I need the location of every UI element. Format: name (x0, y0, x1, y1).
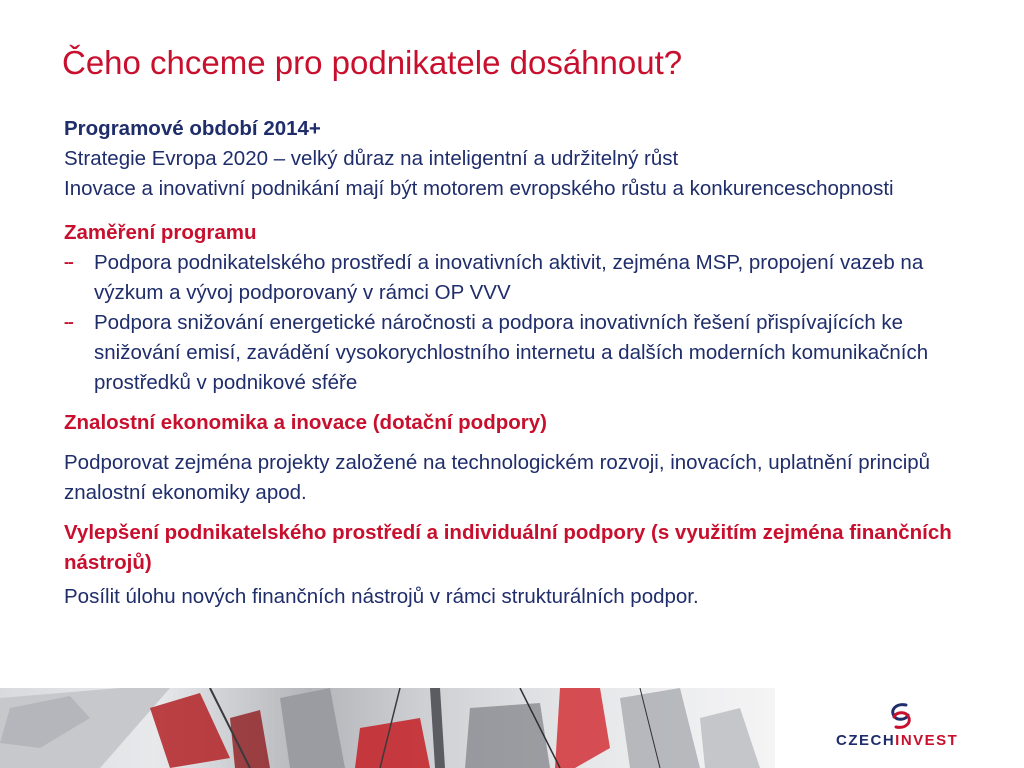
section-business-environment-heading: Vylepšení podnikatelského prostředí a individuální podpory (s využitím zejména finančních nástrojů) (64, 521, 952, 574)
section-programming-period-heading: Programové období 2014+ (64, 117, 321, 140)
bullet-text: Podpora snižování energetické náročnosti a podpora inovativních řešení přispívajících ke snižování emisí, zavádění vysokorychlostního internetu a dalších moderních komunikačních prostředků v podnikové sféře (94, 311, 929, 394)
bullet-item (64, 248, 964, 308)
slide-title: Čeho chceme pro podnikatele dosáhnout? (62, 44, 683, 81)
czechinvest-logo (836, 700, 966, 760)
logo-word-czech: CZECH (836, 732, 896, 749)
logo-word-invest: INVEST (895, 732, 959, 749)
section-business-environment-text: Posílit úlohu nových finančních nástrojů v rámci strukturálních podpor. (64, 585, 699, 608)
slide-content (64, 114, 964, 612)
section-programming-period-line: Inovace a inovativní podnikání mají být motorem evropského růstu a konkurenceschopnosti (64, 177, 894, 200)
section-knowledge-economy-heading: Znalostní ekonomika a inovace (dotační podpory) (64, 411, 547, 434)
section-program-focus-heading: Zaměření programu (64, 221, 257, 244)
logo-wordmark (836, 732, 958, 749)
czechinvest-logo-icon (886, 702, 916, 730)
section-programming-period-line: Strategie Evropa 2020 – velký důraz na inteligentní a udržitelný růst (64, 147, 679, 170)
bullet-item (64, 308, 964, 398)
bullet-text: Podpora podnikatelského prostředí a inovativních aktivit, zejména MSP, propojení vazeb na výzkum a vývoj podporovaný v rámci OP VVV (94, 251, 924, 304)
dash-bullet-icon: -- (64, 254, 73, 271)
section-knowledge-economy-text: Podporovat zejména projekty založené na technologickém rozvoji, inovacích, uplatnění principů znalostní ekonomiky apod. (64, 451, 931, 504)
dash-bullet-icon: -- (64, 314, 73, 331)
footer-photo-banner (0, 688, 775, 768)
